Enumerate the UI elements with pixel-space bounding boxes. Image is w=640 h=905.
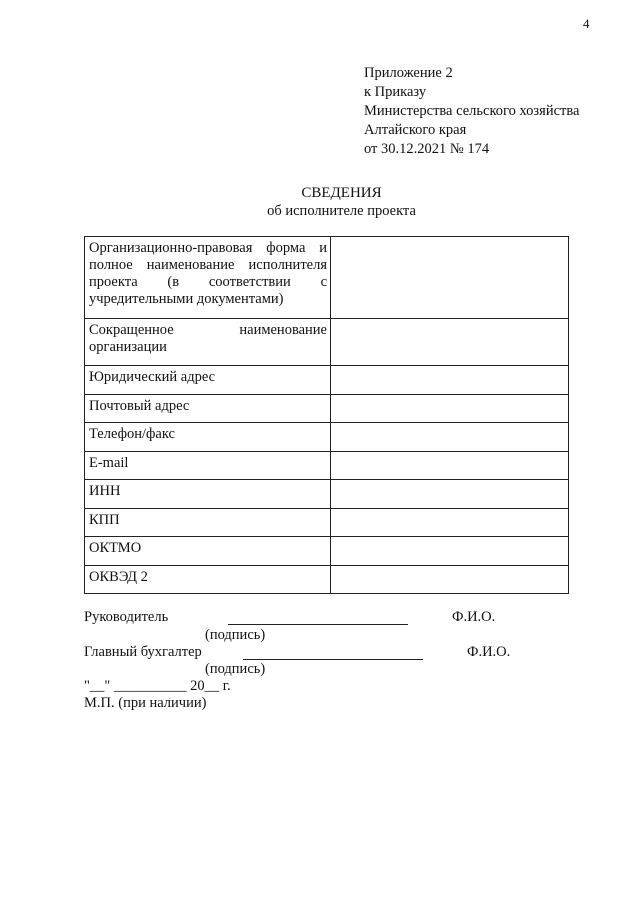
row-value[interactable]	[331, 480, 569, 509]
row-value[interactable]	[331, 395, 569, 423]
table-row	[85, 452, 569, 480]
table-row	[85, 237, 569, 319]
title-main: СВЕДЕНИЯ	[301, 185, 382, 201]
row-label: ОКТМО	[85, 537, 331, 566]
row-value[interactable]	[331, 566, 569, 594]
appendix-line: к Приказу	[364, 84, 427, 100]
row-value[interactable]	[331, 509, 569, 537]
executor-info-table	[84, 236, 569, 594]
row-value[interactable]	[331, 366, 569, 395]
appendix-header	[364, 64, 579, 159]
row-label: Организационно-правовая форма и полное наименование исполнителя проекта (в соответствии с учредительными документами)	[85, 237, 331, 319]
table-row	[85, 319, 569, 366]
table-row	[85, 480, 569, 509]
page-number: 4	[583, 16, 590, 31]
stamp-note: М.П. (при наличии)	[84, 695, 207, 711]
accountant-signature-caption: (подпись)	[205, 661, 266, 677]
table-row	[85, 566, 569, 594]
table-row	[85, 537, 569, 566]
row-label: Почтовый адрес	[85, 395, 331, 423]
accountant-signature-line[interactable]	[243, 659, 423, 660]
table-row	[85, 423, 569, 452]
head-fio: Ф.И.О.	[452, 609, 496, 625]
row-value[interactable]	[331, 452, 569, 480]
row-value[interactable]	[331, 237, 569, 319]
appendix-line: Приложение 2	[364, 65, 453, 81]
row-value[interactable]	[331, 319, 569, 366]
table-row	[85, 395, 569, 423]
row-label: E-mail	[85, 452, 331, 480]
head-signature-line[interactable]	[228, 624, 408, 625]
head-signature-caption: (подпись)	[205, 627, 266, 643]
appendix-line: Министерства сельского хозяйства	[364, 103, 580, 119]
appendix-line: Алтайского края	[364, 122, 467, 138]
row-value[interactable]	[331, 537, 569, 566]
appendix-line: от 30.12.2021 № 174	[364, 141, 490, 157]
accountant-fio: Ф.И.О.	[467, 644, 511, 660]
row-label: ИНН	[85, 480, 331, 509]
table-row	[85, 366, 569, 395]
date-line[interactable]: "__" __________ 20__ г.	[84, 678, 231, 694]
row-value[interactable]	[331, 423, 569, 452]
row-label: Сокращенное наименование организации	[85, 319, 331, 366]
row-label: ОКВЭД 2	[85, 566, 331, 594]
row-label: КПП	[85, 509, 331, 537]
accountant-label: Главный бухгалтер	[84, 644, 202, 660]
row-label: Телефон/факс	[85, 423, 331, 452]
document-title	[0, 184, 640, 220]
row-label: Юридический адрес	[85, 366, 331, 395]
head-label: Руководитель	[84, 609, 169, 625]
title-subtitle: об исполнителе проекта	[267, 203, 416, 219]
table-row	[85, 509, 569, 537]
